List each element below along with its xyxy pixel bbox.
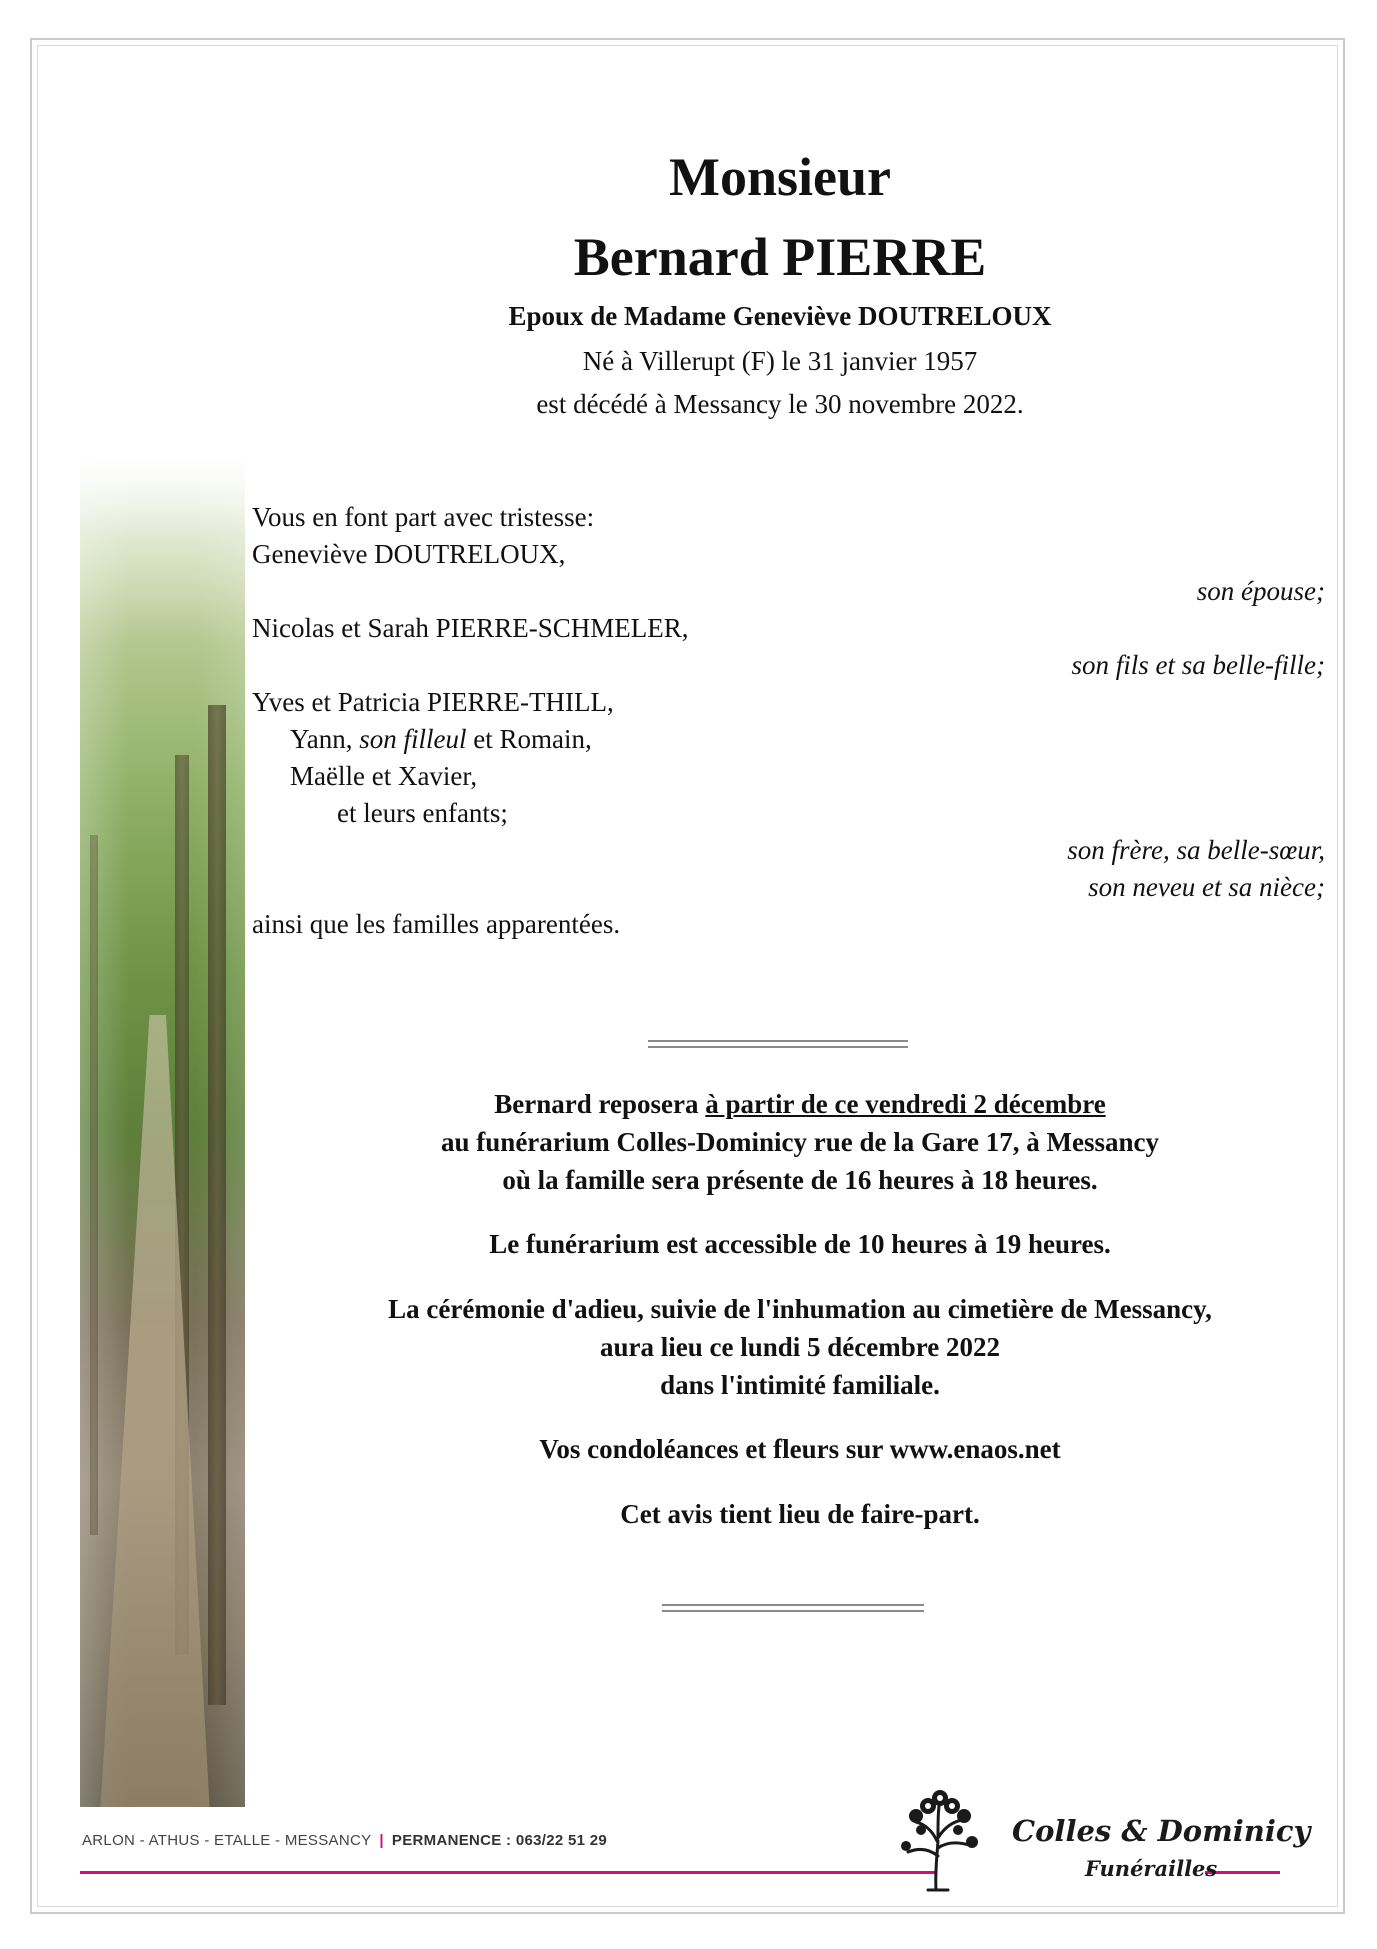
ceremony-line-2: aura lieu ce lundi 5 décembre 2022: [600, 1332, 1000, 1362]
family-niece-line: Maëlle et Xavier,: [290, 761, 478, 791]
footer-accent-line-left: [80, 1871, 937, 1874]
family-spouse-name: Geneviève DOUTRELOUX,: [252, 539, 566, 569]
family-nephew-line: [290, 721, 1370, 758]
honorific-title: Monsieur: [669, 147, 891, 207]
funeral-home-name: Colles & Dominicy: [1012, 1814, 1311, 1848]
family-brother-relation-2: son neveu et sa nièce;: [1088, 872, 1325, 902]
visitation-line-2: au funérarium Colles-Dominicy rue de la Gare 17, à Messancy: [441, 1127, 1159, 1157]
tree-icon: [888, 1786, 988, 1894]
deceased-name: Bernard PIERRE: [573, 227, 987, 287]
visitation-intro: Bernard reposera: [494, 1089, 706, 1119]
godson-label: son filleul: [359, 724, 467, 754]
family-children-line: et leurs enfants;: [337, 798, 508, 828]
family-son-relation: son fils et sa belle-fille;: [1071, 650, 1325, 680]
death-line: est décédé à Messancy le 30 novembre 2022.: [536, 389, 1024, 419]
family-spouse-relation: son épouse;: [1196, 576, 1325, 606]
footer-locations: ARLON - ATHUS - ETALLE - MESSANCY: [82, 1832, 372, 1849]
funeral-home-subtitle: Funérailles: [1085, 1856, 1218, 1881]
footer-contact: [82, 1832, 607, 1849]
condolences-line: Vos condoléances et fleurs sur www.enaos.net: [539, 1434, 1061, 1464]
access-hours: Le funérarium est accessible de 10 heures à 19 heures.: [489, 1229, 1111, 1259]
forest-path-photo: [80, 455, 245, 1807]
nephew-name: Yann,: [290, 724, 360, 754]
family-closing: ainsi que les familles apparentées.: [252, 909, 621, 939]
notice-line: Cet avis tient lieu de faire-part.: [620, 1499, 980, 1529]
footer-separator: |: [379, 1832, 384, 1849]
family-intro: Vous en font part avec tristesse:: [252, 502, 595, 532]
family-son-names: Nicolas et Sarah PIERRE-SCHMELER,: [252, 613, 689, 643]
ceremony-line-3: dans l'intimité familiale.: [660, 1370, 940, 1400]
visitation-line-1: [260, 1085, 1340, 1123]
family-brother-relation-1: son frère, sa belle-sœur,: [1067, 835, 1325, 865]
family-brother-names: Yves et Patricia PIERRE-THILL,: [252, 687, 614, 717]
visitation-line-3: où la famille sera présente de 16 heures à 18 heures.: [502, 1165, 1098, 1195]
spouse-line: Epoux de Madame Geneviève DOUTRELOUX: [508, 301, 1052, 331]
visitation-date: à partir de ce vendredi 2 décembre: [705, 1089, 1106, 1119]
separator-top: [648, 1040, 908, 1048]
nephew-rest: et Romain,: [466, 724, 592, 754]
ceremony-line-1: La cérémonie d'adieu, suivie de l'inhumation au cimetière de Messancy,: [388, 1294, 1212, 1324]
birth-line: Né à Villerupt (F) le 31 janvier 1957: [582, 346, 978, 376]
footer-permanence: PERMANENCE : 063/22 51 29: [391, 1832, 607, 1849]
separator-bottom: [662, 1604, 924, 1612]
